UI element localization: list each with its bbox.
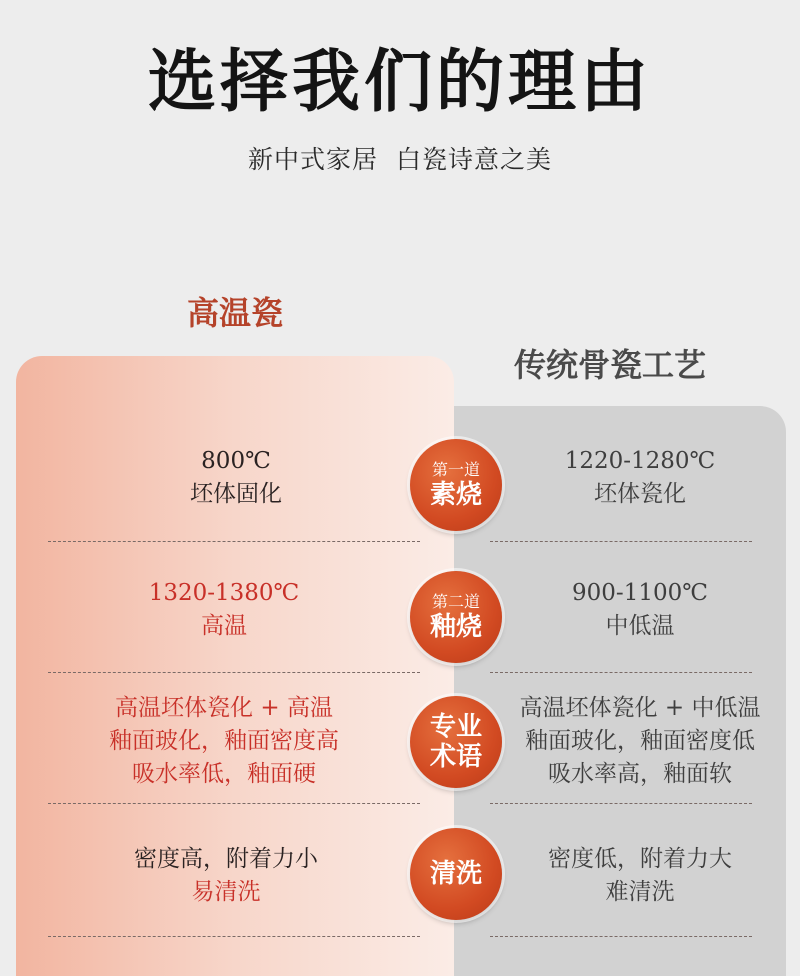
row4-left-divider: [48, 936, 420, 937]
row1-right-cell: [500, 445, 780, 511]
row4-right-line1: 密度低，附着力大: [548, 846, 732, 872]
row1-badge: [410, 439, 502, 531]
row4-badge-big: 清洗: [429, 859, 482, 889]
row2-right-divider: [490, 672, 752, 673]
row2-left-line2: 高温: [201, 613, 247, 639]
page-subtitle: 新中式家居 白瓷诗意之美: [248, 145, 552, 174]
row2-left-line1: 1320-1380℃: [148, 580, 300, 606]
row4-left-line1: 密度高，附着力小: [134, 846, 318, 872]
row3-right-divider: [490, 803, 752, 804]
row3-badge-line2: 术语: [429, 742, 482, 772]
row4-left-line2: 易清洗: [191, 879, 261, 905]
row3-left-line1: 高温坯体瓷化 + 高温: [115, 695, 333, 721]
row2-right-line1: 900-1100℃: [572, 580, 708, 606]
row1-left-line2: 坯体固化: [190, 481, 282, 507]
row3-left-divider: [48, 803, 420, 804]
high-temp-porcelain-heading: 高温瓷: [186, 294, 283, 332]
row2-right-line2: 中低温: [605, 613, 675, 639]
row1-badge-big: 素烧: [429, 480, 482, 510]
row3-left-line2: 釉面玻化，釉面密度高: [109, 728, 339, 754]
row4-right-cell: [500, 843, 780, 909]
row3-right-line2: 釉面玻化，釉面密度低: [525, 728, 755, 754]
row1-right-divider: [490, 541, 752, 542]
traditional-bone-china-heading: 传统骨瓷工艺: [513, 346, 706, 384]
row3-right-line1: 高温坯体瓷化 + 中低温: [519, 695, 761, 721]
row3-left-line3: 吸水率低，釉面硬: [132, 761, 316, 787]
row1-badge-small: 第一道: [431, 460, 480, 479]
row2-left-cell: [84, 577, 364, 643]
row1-right-line2: 坯体瓷化: [594, 481, 686, 507]
row1-left-line1: 800℃: [201, 448, 271, 474]
row3-badge-line1: 专业: [429, 712, 482, 742]
row2-badge-big: 釉烧: [429, 612, 482, 642]
row2-left-divider: [48, 672, 420, 673]
row3-left-cell: [74, 692, 374, 791]
row4-right-line2: 难清洗: [605, 879, 675, 905]
row3-right-cell: [488, 692, 792, 791]
row1-right-line1: 1220-1280℃: [564, 448, 716, 474]
row1-left-cell: [96, 445, 376, 511]
row2-badge-small: 第二道: [431, 592, 480, 611]
row1-left-divider: [48, 541, 420, 542]
row4-left-cell: [86, 843, 366, 909]
row4-right-divider: [490, 936, 752, 937]
row4-badge: [410, 828, 502, 920]
page-title: 选择我们的理由: [147, 42, 652, 122]
row2-badge: [410, 571, 502, 663]
row2-right-cell: [500, 577, 780, 643]
row3-right-line3: 吸水率高，釉面软: [548, 761, 732, 787]
